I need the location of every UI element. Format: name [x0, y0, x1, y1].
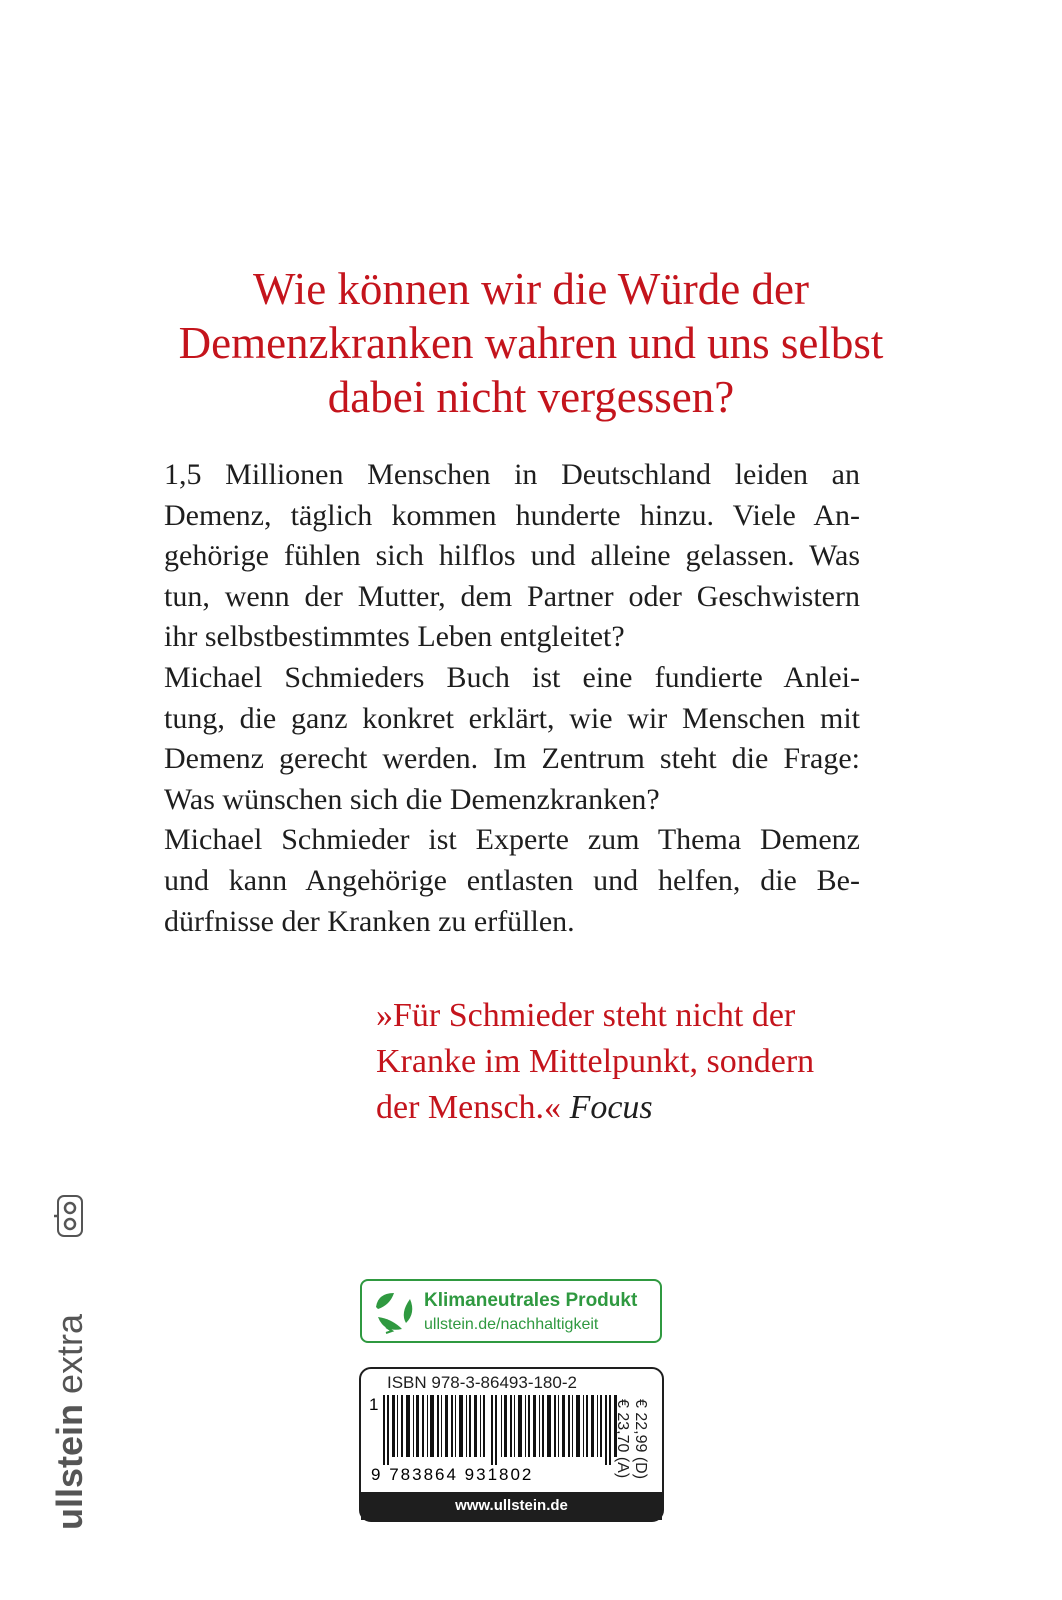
barcode-box [359, 1367, 664, 1522]
price-austria: € 23,70 (A) [614, 1399, 631, 1479]
barcode-number: 783864 931802 [389, 1465, 534, 1484]
headline-line: Demenzkranken wahren und uns selbst [178, 318, 884, 368]
blurb-text [164, 455, 860, 942]
press-quote [376, 993, 876, 1131]
barcode-image [383, 1395, 619, 1465]
leaf-recycle-icon [368, 1287, 418, 1337]
quote-text: der Mensch.« [376, 1089, 562, 1126]
blurb-line: Michael Schmieders Buch ist eine fundierte Anlei- [164, 660, 860, 694]
price-germany: € 22,99 (D) [632, 1399, 649, 1480]
headline-line: Wie können wir die Würde der [253, 264, 809, 314]
blurb-line: und kann Angehörige entlasten und helfen, die Be- [164, 863, 860, 897]
price-list [614, 1399, 653, 1489]
publisher-name: ullstein extra [49, 1313, 90, 1530]
blurb-line: 1,5 Millionen Menschen in Deutschland leiden an [164, 458, 860, 491]
climate-badge-title: Klimaneutrales Produkt [424, 1290, 638, 1311]
blurb-line: Michael Schmieder ist Experte zum Thema Demenz [164, 823, 860, 857]
blurb-line: Was wünschen sich die Demenzkranken? [164, 782, 660, 816]
publisher-logo [49, 1190, 90, 1530]
climate-neutral-badge [360, 1279, 662, 1343]
headline [120, 262, 942, 424]
blurb-line: tung, die ganz konkret erklärt, wie wir Menschen mit [164, 701, 860, 735]
quote-line: »Für Schmieder steht nicht der [376, 997, 796, 1034]
headline-line: dabei nicht vergessen? [327, 372, 735, 422]
publisher-url[interactable]: www.ullstein.de [361, 1492, 662, 1520]
quote-source: Focus [569, 1089, 653, 1126]
owl-icon [54, 1196, 82, 1236]
blurb-line: tun, wenn der Mutter, dem Partner oder Geschwistern [164, 579, 860, 613]
blurb-line: gehörige fühlen sich hilflos und alleine gelassen. Was [164, 539, 860, 573]
blurb-line: Demenz gerecht werden. Im Zentrum steht die Frage: [164, 742, 860, 776]
quote-line: Kranke im Mittelpunkt, sondern [376, 1043, 815, 1080]
blurb-line: Demenz, täglich kommen hunderte hinzu. Viele An- [164, 498, 860, 532]
isbn-label: ISBN 978-3-86493-180-2 [387, 1373, 577, 1392]
climate-badge-url: ullstein.de/nachhaltigkeit [424, 1316, 599, 1333]
barcode-lead-top: 1 [369, 1395, 379, 1414]
blurb-line: ihr selbstbestimmtes Leben entgleitet? [164, 620, 625, 654]
quote-line [376, 1085, 876, 1131]
barcode-digits [371, 1465, 621, 1485]
barcode-lead-digit: 9 [371, 1465, 383, 1484]
blurb-line: dürfnisse der Kranken zu erfüllen. [164, 904, 575, 938]
